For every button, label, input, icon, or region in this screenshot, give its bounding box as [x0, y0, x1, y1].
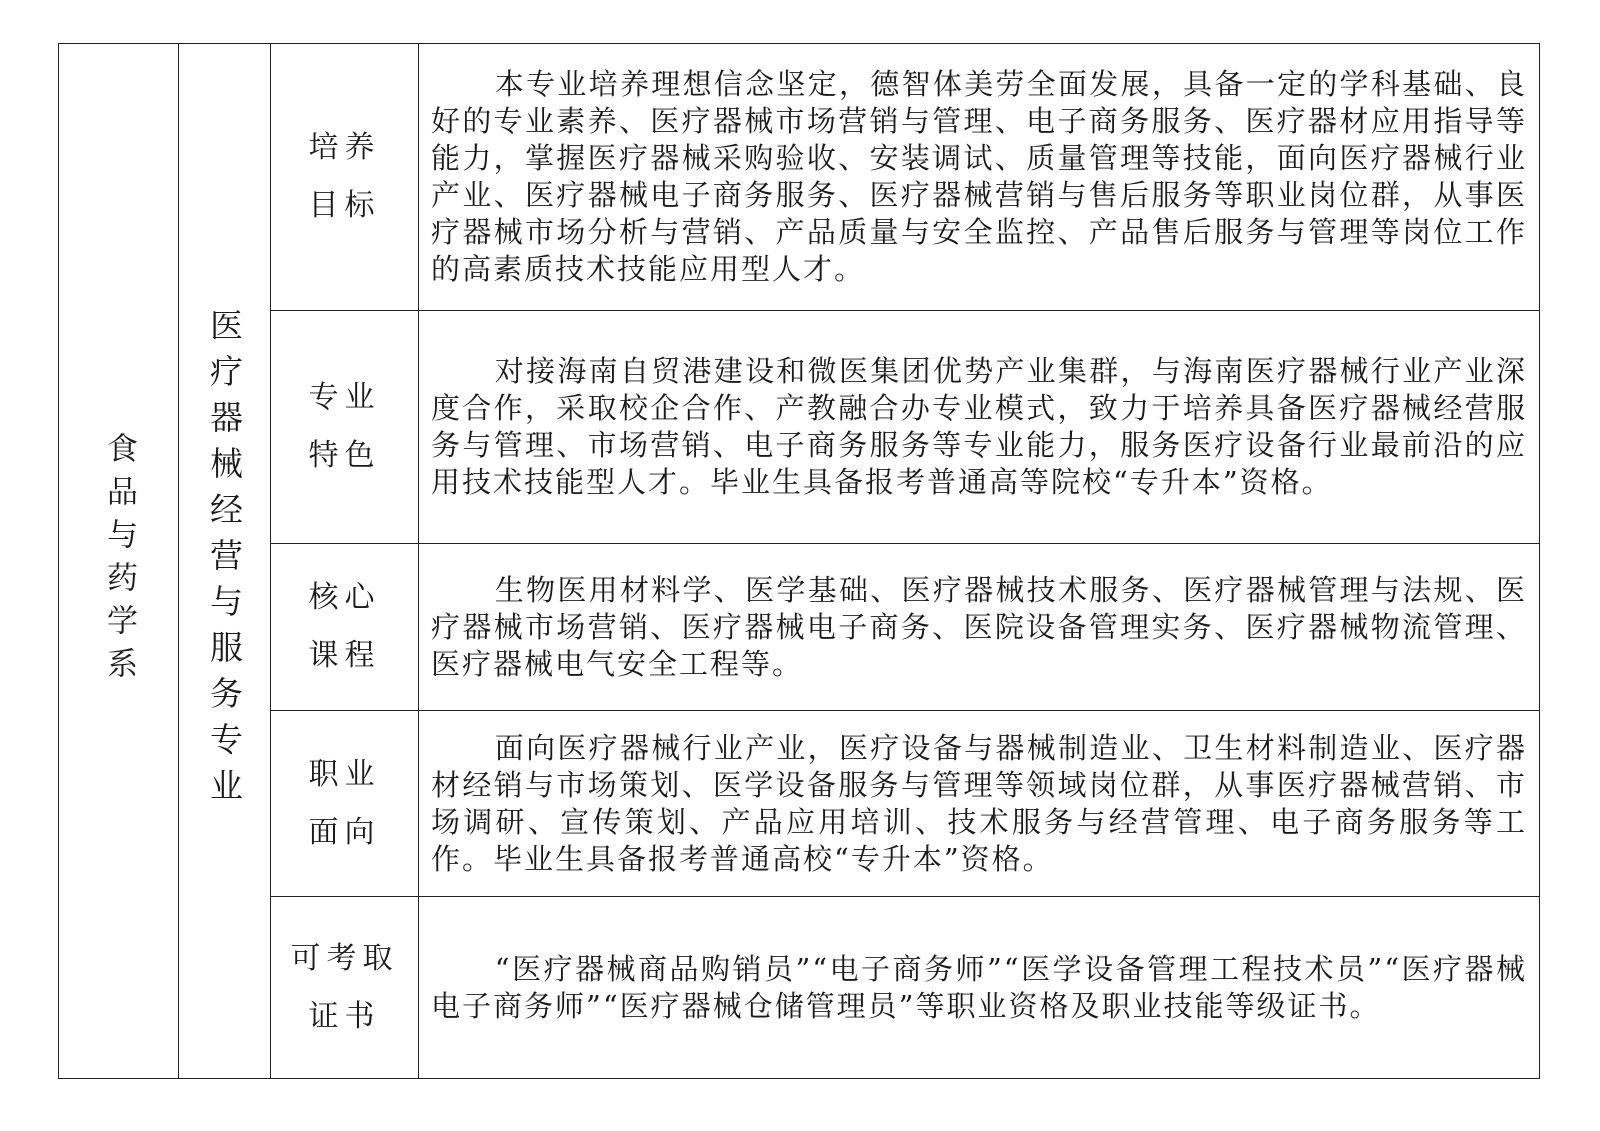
row-label-line: 课程 — [308, 638, 381, 673]
row-label-career-direction — [271, 711, 419, 897]
row-label-line: 目标 — [308, 188, 381, 223]
row-label-line: 核心 — [308, 580, 381, 615]
table-row — [59, 311, 1540, 544]
row-label-training-goal — [271, 44, 419, 311]
row-content-major-feature: 对接海南自贸港建设和微医集团优势产业集群，与海南医疗器械行业产业深度合作，采取校企合作、产教融合办专业模式，致力于培养具备医疗器械经营服务与管理、市场营销、电子商务服务等专业能力，服务医疗设备行业最前沿的应用技术技能型人才。毕业生具备报考普通高等院校“专升本”资格。 — [419, 311, 1540, 544]
row-label-certificates — [271, 897, 419, 1079]
table-row — [59, 711, 1540, 897]
row-content-core-courses: 生物医用材料学、医学基础、医疗器械技术服务、医疗器械管理与法规、医疗器械市场营销、医疗器械电子商务、医院设备管理实务、医疗器械物流管理、医疗器械电气安全工程等。 — [419, 544, 1540, 711]
row-content-training-goal: 本专业培养理想信念坚定，德智体美劳全面发展，具备一定的学科基础、良好的专业素养、医疗器械市场营销与管理、电子商务服务、医疗器材应用指导等能力，掌握医疗器械采购验收、安装调试、质量管理等技能，面向医疗器械行业产业、医疗器械电子商务服务、医疗器械营销与售后服务等职业岗位群，从事医疗器械市场分析与营销、产品质量与安全监控、产品售后服务与管理等岗位工作的高素质技术技能应用型人才。 — [419, 44, 1540, 311]
row-label-line: 面向 — [308, 814, 381, 850]
department-cell — [59, 44, 179, 1079]
department-name: 食品与药学系 — [101, 432, 137, 690]
major-name: 医疗器械经营与服务专业 — [205, 308, 244, 814]
program-table — [58, 43, 1540, 1079]
table-row — [59, 897, 1540, 1079]
row-label-line: 专业 — [308, 380, 381, 415]
row-content-certificates: “医疗器械商品购销员”“电子商务师”“医学设备管理工程技术员”“医疗器械电子商务师”“医疗器械仓储管理员”等职业资格及职业技能等级证书。 — [419, 897, 1540, 1079]
row-label-line: 职业 — [308, 756, 381, 792]
table-row — [59, 544, 1540, 711]
row-label-line: 可考取 — [290, 940, 399, 976]
table-row — [59, 44, 1540, 311]
major-cell — [179, 44, 271, 1079]
row-label-line: 特色 — [308, 438, 381, 473]
row-content-career-direction: 面向医疗器械行业产业，医疗设备与器械制造业、卫生材料制造业、医疗器材经销与市场策划、医学设备服务与管理等领域岗位群，从事医疗器械营销、市场调研、宣传策划、产品应用培训、技术服务与经营管理、电子商务服务等工作。毕业生具备报考普通高校“专升本”资格。 — [419, 711, 1540, 897]
row-label-core-courses — [271, 544, 419, 711]
row-label-line: 培养 — [308, 130, 381, 165]
row-label-major-feature — [271, 311, 419, 544]
row-label-line: 证书 — [308, 998, 381, 1034]
